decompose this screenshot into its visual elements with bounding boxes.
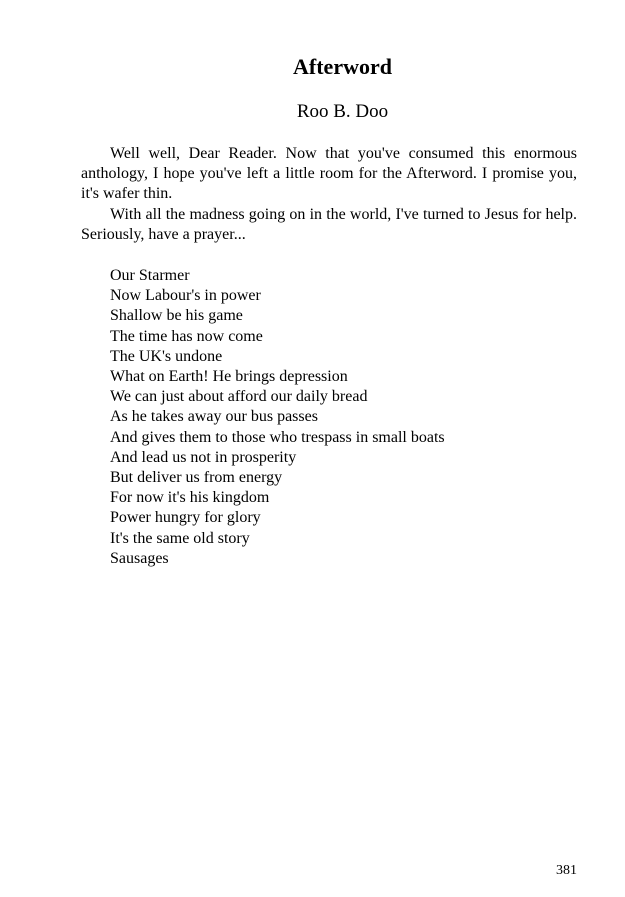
poem-line: Power hungry for glory bbox=[110, 509, 261, 527]
poem-line: We can just about afford our daily bread bbox=[110, 388, 368, 406]
poem-line: Our Starmer bbox=[110, 267, 190, 284]
body-text bbox=[81, 144, 577, 245]
poem-line: But deliver us from energy bbox=[110, 469, 283, 487]
chapter-title: Afterword bbox=[293, 54, 392, 79]
poem-line: As he takes away our bus passes bbox=[110, 408, 318, 426]
poem-line: And gives them to those who trespass in small boats bbox=[110, 428, 445, 446]
poem-line: What on Earth! He brings depression bbox=[110, 368, 348, 386]
poem-line: Sausages bbox=[110, 549, 169, 567]
poem-line: And lead us not in prosperity bbox=[110, 448, 297, 466]
paragraph: Well well, Dear Reader. Now that you've consumed this enormous anthology, I hope you've left a little room for the Afterword. I promise you, it's wafer thin. bbox=[81, 145, 577, 203]
page-number: 381 bbox=[556, 863, 577, 878]
author-name: Roo B. Doo bbox=[296, 101, 389, 122]
poem bbox=[110, 266, 570, 569]
poem-line: Shallow be his game bbox=[110, 307, 243, 325]
poem-line: Now Labour's in power bbox=[110, 287, 261, 305]
poem-line: For now it's his kingdom bbox=[110, 489, 270, 507]
poem-line: The time has now come bbox=[110, 327, 263, 345]
paragraph: With all the madness going on in the world, I've turned to Jesus for help. Seriously, have a prayer... bbox=[81, 205, 577, 243]
poem-line: It's the same old story bbox=[110, 529, 250, 547]
poem-line: The UK's undone bbox=[110, 347, 223, 365]
